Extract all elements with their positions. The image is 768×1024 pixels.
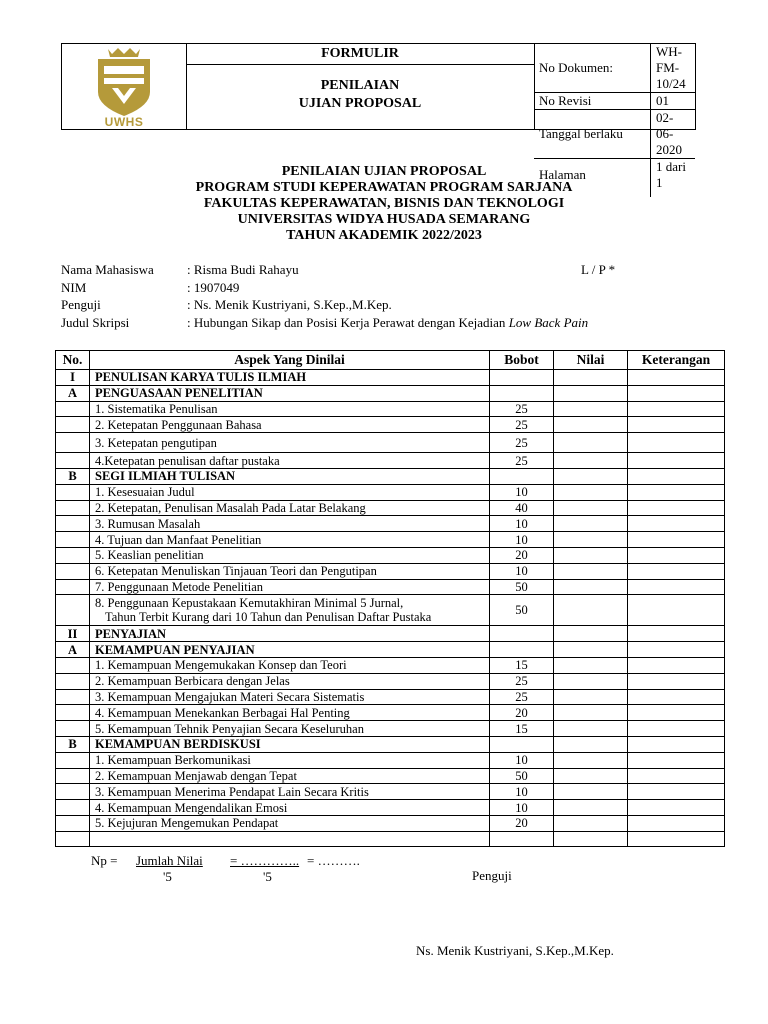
row-no [56,768,90,784]
row-nilai[interactable] [554,484,628,500]
meta-value: 1 dari 1 [656,159,686,190]
row-aspek: 2. Kemampuan Berbicara dengan Jelas [90,673,490,689]
student-identity [61,261,701,331]
row-keterangan[interactable] [628,705,725,721]
row-no [56,453,90,469]
row-aspek: 7. Penggunaan Metode Penelitian [90,579,490,595]
row-bobot: 20 [490,547,554,563]
section-row [56,626,725,642]
row-aspek: 1. Kemampuan Mengemukakan Konsep dan Teori [90,657,490,673]
row-nilai[interactable] [554,516,628,532]
row-bobot [490,370,554,386]
row-aspek: 1. Sistematika Penulisan [90,401,490,417]
row-nilai[interactable] [554,800,628,816]
row-no [56,800,90,816]
row-nilai[interactable] [554,453,628,469]
table-row [56,516,725,532]
row-nilai[interactable] [554,401,628,417]
row-keterangan[interactable] [628,563,725,579]
row-bobot: 25 [490,673,554,689]
row-bobot: 50 [490,595,554,626]
row-bobot [490,626,554,642]
row-bobot [490,736,554,752]
row-bobot: 25 [490,453,554,469]
row-aspek: 4.Ketepatan penulisan daftar pustaka [90,453,490,469]
student-name-row: Nama Mahasiswa : Risma Budi Rahayu L / P * [61,262,616,277]
row-bobot: 50 [490,768,554,784]
row-bobot: 25 [490,401,554,417]
row-nilai[interactable] [554,468,628,484]
table-row [56,500,725,516]
row-nilai[interactable] [554,626,628,642]
row-bobot: 15 [490,657,554,673]
row-no [56,563,90,579]
table-row [56,433,725,453]
header-keterangan: Keterangan [628,351,725,370]
row-bobot: 15 [490,721,554,737]
row-no [56,417,90,433]
row-aspek: PENULISAN KARYA TULIS ILMIAH [90,370,490,386]
table-row [56,673,725,689]
row-aspek: 5. Kejujuran Mengemukan Pendapat [90,815,490,831]
row-bobot [490,831,554,846]
row-no [56,500,90,516]
row-aspek: 3. Rumusan Masalah [90,516,490,532]
header-nilai: Nilai [554,351,628,370]
row-bobot: 20 [490,815,554,831]
row-bobot: 25 [490,417,554,433]
row-aspek: 3. Ketepatan pengutipan [90,433,490,453]
row-keterangan[interactable] [628,752,725,768]
row-aspek [90,831,490,846]
row-nilai[interactable] [554,500,628,516]
row-no [56,595,90,626]
row-no [56,657,90,673]
signatory-name: Ns. Menik Kustriyani, S.Kep.,M.Kep. [416,943,614,958]
row-no [56,532,90,548]
row-keterangan[interactable] [628,815,725,831]
row-nilai[interactable] [554,547,628,563]
row-nilai[interactable] [554,784,628,800]
row-nilai[interactable] [554,721,628,737]
row-aspek: SEGI ILMIAH TULISAN [90,468,490,484]
row-no [56,752,90,768]
row-keterangan[interactable] [628,721,725,737]
row-keterangan[interactable] [628,800,725,816]
row-nilai[interactable] [554,642,628,658]
row-no [56,516,90,532]
row-keterangan[interactable] [628,547,725,563]
row-no: II [56,626,90,642]
table-row [56,752,725,768]
row-no [56,484,90,500]
meta-key: No Dokumen: [534,44,651,93]
meta-value: WH-FM-10/24 [651,44,696,93]
row-aspek: KEMAMPUAN BERDISKUSI [90,736,490,752]
row-bobot: 25 [490,689,554,705]
row-no [56,721,90,737]
row-keterangan[interactable] [628,642,725,658]
row-nilai[interactable] [554,689,628,705]
thesis-title-row: Judul Skripsi : Hubungan Sikap dan Posisi Kerja Perawat dengan Kejadian Low Back Pain [61,314,589,330]
row-no: A [56,642,90,658]
row-keterangan[interactable] [628,736,725,752]
row-no [56,815,90,831]
section-row [56,736,725,752]
student-name: : Risma Budi Rahayu [187,262,299,277]
row-bobot: 10 [490,516,554,532]
row-keterangan[interactable] [628,370,725,386]
row-aspek: 1. Kemampuan Berkomunikasi [90,752,490,768]
row-bobot: 10 [490,752,554,768]
row-nilai[interactable] [554,831,628,846]
table-row [56,815,725,831]
examiner-row: Penguji : Ns. Menik Kustriyani, S.Kep.,M.Kep. [61,297,392,312]
row-aspek: 4. Kemampuan Mengendalikan Emosi [90,800,490,816]
title-line: PROGRAM STUDI KEPERAWATAN PROGRAM SARJANA [195,180,573,195]
meta-row [534,44,695,93]
table-row [56,831,725,846]
title-line: TAHUN AKADEMIK 2022/2023 [286,228,482,243]
row-aspek: 2. Kemampuan Menjawab dengan Tepat [90,768,490,784]
row-keterangan[interactable] [628,657,725,673]
header-bobot: Bobot [490,351,554,370]
table-row [56,401,725,417]
title-line: FAKULTAS KEPERAWATAN, BISNIS DAN TEKNOLOGI [203,196,565,211]
header-aspek: Aspek Yang Dinilai [90,351,490,370]
row-keterangan[interactable] [628,453,725,469]
row-aspek: PENYAJIAN [90,626,490,642]
row-nilai[interactable] [554,595,628,626]
table-row [56,689,725,705]
row-keterangan[interactable] [628,532,725,548]
table-row [56,547,725,563]
table-row [56,657,725,673]
row-keterangan[interactable] [628,579,725,595]
row-no: B [56,468,90,484]
section-row [56,468,725,484]
form-label: FORMULIR [186,44,534,65]
row-bobot: 25 [490,433,554,453]
row-aspek: PENGUASAAN PENELITIAN [90,385,490,401]
thesis-title: : Hubungan Sikap dan Posisi Kerja Perawat dengan Kejadian Low Back Pain [187,314,589,330]
table-row [56,579,725,595]
row-nilai[interactable] [554,417,628,433]
meta-row [534,110,695,159]
table-row [56,595,725,626]
row-bobot: 50 [490,579,554,595]
row-nilai[interactable] [554,657,628,673]
row-aspek: 5. Kemampuan Tehnik Penyajian Secara Keseluruhan [90,721,490,737]
penguji-label: Penguji [472,868,512,883]
table-row [56,453,725,469]
assessment-table [55,350,725,847]
row-keterangan[interactable] [628,516,725,532]
row-bobot: 10 [490,800,554,816]
row-no [56,673,90,689]
row-aspek: 3. Kemampuan Menerima Pendapat Lain Secara Kritis [90,784,490,800]
nim-row: NIM : 1907049 [61,279,240,295]
row-no: I [56,370,90,386]
row-no [56,401,90,417]
table-row [56,784,725,800]
row-bobot [490,468,554,484]
row-aspek: 8. Penggunaan Kepustakaan Kemutakhiran Minimal 5 Jurnal, Tahun Terbit Kurang dari 10 Tahun dan Penulisan Daftar Pustaka [90,595,490,626]
header-no: No. [56,351,90,370]
row-aspek: 4. Kemampuan Menekankan Berbagai Hal Penting [90,705,490,721]
row-nilai[interactable] [554,736,628,752]
section-row [56,385,725,401]
nim-value: : 1907049 [187,279,240,295]
row-no [56,547,90,563]
row-no: B [56,736,90,752]
row-keterangan[interactable] [628,417,725,433]
row-aspek: 4. Tujuan dan Manfaat Penelitian [90,532,490,548]
row-nilai[interactable] [554,673,628,689]
row-keterangan[interactable] [628,468,725,484]
row-nilai[interactable] [554,579,628,595]
row-keterangan[interactable] [628,401,725,417]
table-row [56,800,725,816]
table-header-row [56,351,725,370]
meta-value: 01 [651,93,696,110]
table-row [56,768,725,784]
row-bobot: 20 [490,705,554,721]
document-meta [534,44,695,190]
row-no [56,705,90,721]
meta-key: Tanggal berlaku [534,110,651,159]
row-keterangan[interactable] [628,433,725,453]
examiner-value: : Ns. Menik Kustriyani, S.Kep.,M.Kep. [187,297,392,312]
row-keterangan[interactable] [628,673,725,689]
row-bobot: 10 [490,784,554,800]
table-row [56,532,725,548]
row-nilai[interactable] [554,385,628,401]
row-bobot [490,385,554,401]
row-no [56,831,90,846]
row-aspek: 2. Ketepatan, Penulisan Masalah Pada Latar Belakang [90,500,490,516]
document-titles [0,164,768,244]
logo-cell [62,44,187,129]
row-bobot [490,642,554,658]
row-nilai[interactable] [554,752,628,768]
form-title: PENILAIAN UJIAN PROPOSAL [298,78,422,111]
row-nilai[interactable] [554,433,628,453]
row-no [56,689,90,705]
row-keterangan[interactable] [628,626,725,642]
row-keterangan[interactable] [628,784,725,800]
title-line: PENILAIAN UJIAN PROPOSAL [281,164,487,179]
table-row [56,721,725,737]
row-no: A [56,385,90,401]
row-aspek: 6. Ketepatan Menuliskan Tinjauan Teori dan Pengutipan [90,563,490,579]
row-no [56,784,90,800]
row-bobot: 40 [490,500,554,516]
row-keterangan[interactable] [628,484,725,500]
row-keterangan[interactable] [628,500,725,516]
row-aspek: 3. Kemampuan Mengajukan Materi Secara Sistematis [90,689,490,705]
row-keterangan[interactable] [628,831,725,846]
meta-key: Halaman [534,159,651,198]
row-nilai[interactable] [554,563,628,579]
row-bobot: 10 [490,563,554,579]
row-keterangan[interactable] [628,768,725,784]
section-row [56,642,725,658]
row-no [56,433,90,453]
row-aspek: 1. Kesesuaian Judul [90,484,490,500]
row-bobot: 10 [490,532,554,548]
table-row [56,705,725,721]
meta-key: No Revisi [534,93,651,110]
row-keterangan[interactable] [628,689,725,705]
row-nilai[interactable] [554,768,628,784]
row-aspek: KEMAMPUAN PENYAJIAN [90,642,490,658]
row-nilai[interactable] [554,705,628,721]
row-bobot: 10 [490,484,554,500]
logo-text: UWHS [104,115,144,129]
row-keterangan[interactable] [628,385,725,401]
jumlah-nilai: Jumlah Nilai [136,853,203,868]
table-row [56,484,725,500]
form-title-cell [186,44,535,129]
section-row [56,370,725,386]
table-row [56,417,725,433]
row-aspek: 2. Ketepatan Penggunaan Bahasa [90,417,490,433]
meta-value: 02-06-2020 [651,110,696,159]
table-row [56,563,725,579]
title-line: UNIVERSITAS WIDYA HUSADA SEMARANG [237,212,531,227]
row-nilai[interactable] [554,815,628,831]
row-no [56,579,90,595]
row-aspek: 5. Keaslian penelitian [90,547,490,563]
meta-row [534,93,695,110]
gender-marker: L / P * [581,262,616,277]
row-nilai[interactable] [554,370,628,386]
row-keterangan[interactable] [628,595,725,626]
row-nilai[interactable] [554,532,628,548]
